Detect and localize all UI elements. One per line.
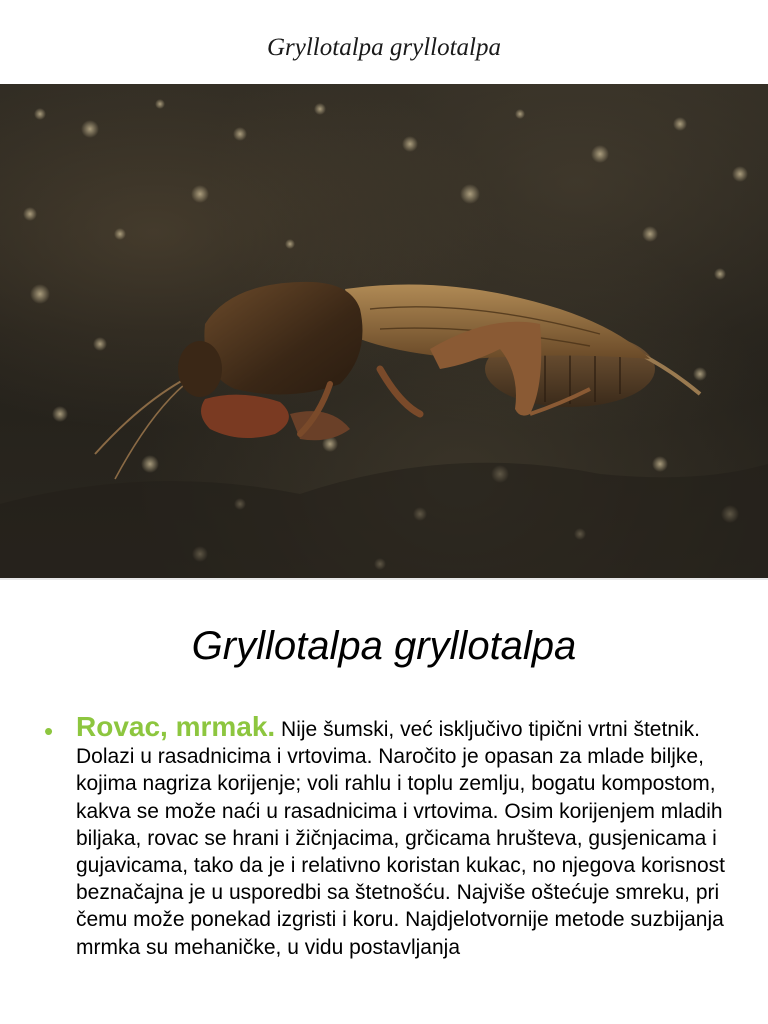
mole-cricket: [95, 282, 700, 479]
slide-title: Gryllotalpa gryllotalpa: [191, 624, 577, 668]
slide-text: [0, 580, 768, 1024]
bullet-icon: •: [44, 716, 54, 746]
bullet-text: Nije šumski, već isključivo tipični vrtni štetnik. Dolazi u rasadnicima i vrtovima. Naročito je opasan za mlade biljke, kojima nagriza korijenje; voli rahlu i toplu zemlju, bogatu kompostom, kakva se može naći u rasadnicima i vrtovima. Osim korijenjem mladih biljaka, rovac se hrani i žičnjacima, grčicama hrušteva, gusjenicama i gujavicama, tako da je i relativno koristan kukac, no njegova korisnost beznačajna je u usporedbi sa štetnošću. Najviše oštećuje smreku, pri čemu može ponekad izgristi i koru. Najdjelotvornije metode suzbijanja mrmka su mehaničke, u vidu postavljanja: [76, 718, 726, 959]
mole-cricket-illustration: [0, 84, 768, 578]
bullet-paragraph: [76, 713, 736, 961]
bullet-lead: Rovac, mrmak.: [76, 711, 276, 742]
mole-cricket-photo: [0, 84, 768, 578]
photo-title: Gryllotalpa gryllotalpa: [266, 34, 502, 61]
